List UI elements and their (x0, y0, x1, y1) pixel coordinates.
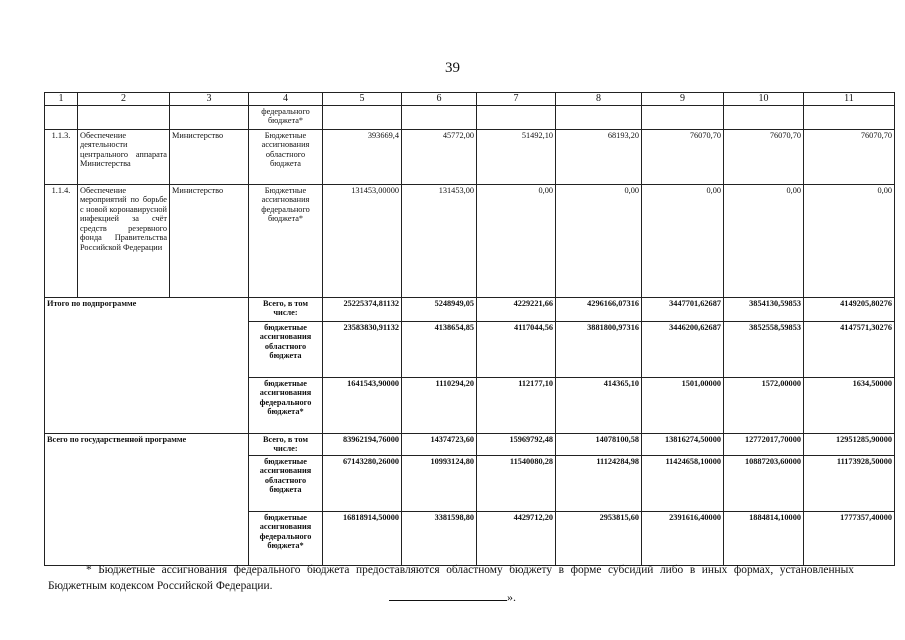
empty-cell (402, 105, 477, 129)
value-cell: 393669,4 (323, 129, 402, 184)
value-cell: 2953815,60 (556, 511, 642, 565)
value-cell: 12772017,70000 (724, 433, 804, 455)
column-header: 5 (323, 93, 402, 106)
value-cell: 1110294,20 (402, 377, 477, 433)
value-cell: 14078100,58 (556, 433, 642, 455)
row-executor: Министерство (170, 129, 249, 184)
subtotal-label: Итого по подпрограмме (45, 297, 249, 433)
value-cell: 3854130,59853 (724, 297, 804, 321)
value-cell: 1777357,40000 (804, 511, 895, 565)
value-cell: 3446200,62687 (642, 321, 724, 377)
column-header: 10 (724, 93, 804, 106)
continuation-row (45, 105, 895, 129)
row-index: 1.1.4. (45, 184, 78, 297)
value-cell: 10887203,60000 (724, 455, 804, 511)
signature-underline (389, 590, 507, 601)
column-header: 1 (45, 93, 78, 106)
budget-table (44, 92, 895, 566)
empty-cell (45, 105, 78, 129)
empty-cell (323, 105, 402, 129)
value-cell: 4147571,30276 (804, 321, 895, 377)
value-cell: 76070,70 (804, 129, 895, 184)
empty-cell (804, 105, 895, 129)
value-cell: 4429712,20 (477, 511, 556, 565)
value-cell: 13816274,50000 (642, 433, 724, 455)
subtotal-row (45, 297, 895, 321)
column-header: 11 (804, 93, 895, 106)
value-cell: 23583830,91132 (323, 321, 402, 377)
value-cell: 0,00 (556, 184, 642, 297)
value-cell: 0,00 (642, 184, 724, 297)
value-cell: 15969792,48 (477, 433, 556, 455)
value-cell: 3447701,62687 (642, 297, 724, 321)
value-cell: 12951285,90000 (804, 433, 895, 455)
value-cell: 0,00 (477, 184, 556, 297)
value-cell: 76070,70 (642, 129, 724, 184)
closing-quote: ». (507, 590, 516, 604)
value-cell: 68193,20 (556, 129, 642, 184)
row-name: Обеспечение мероприятий по борьбе с новой коронавирусной инфекцией за счёт средств резервного фонда Правительства Российской Федерации (78, 184, 170, 297)
funding-source-cell: бюджетные ассигнования федерального бюджета* (249, 377, 323, 433)
column-header: 6 (402, 93, 477, 106)
value-cell: 131453,00 (402, 184, 477, 297)
value-cell: 11540080,28 (477, 455, 556, 511)
value-cell: 4138654,85 (402, 321, 477, 377)
value-cell: 131453,00000 (323, 184, 402, 297)
value-cell: 51492,10 (477, 129, 556, 184)
total-row (45, 433, 895, 455)
value-cell: 10993124,80 (402, 455, 477, 511)
value-cell: 3381598,80 (402, 511, 477, 565)
funding-source-cell: федерального бюджета* (249, 105, 323, 129)
value-cell: 45772,00 (402, 129, 477, 184)
funding-source-cell: Бюджетные ассигнования федерального бюджета* (249, 184, 323, 297)
empty-cell (642, 105, 724, 129)
funding-source-cell: Всего, в том числе: (249, 297, 323, 321)
funding-source-cell: бюджетные ассигнования федерального бюджета* (249, 511, 323, 565)
column-header: 3 (170, 93, 249, 106)
column-header: 7 (477, 93, 556, 106)
value-cell: 4149205,80276 (804, 297, 895, 321)
value-cell: 3881800,97316 (556, 321, 642, 377)
empty-cell (724, 105, 804, 129)
value-cell: 16818914,50000 (323, 511, 402, 565)
value-cell: 1884814,10000 (724, 511, 804, 565)
value-cell: 0,00 (804, 184, 895, 297)
value-cell: 112177,10 (477, 377, 556, 433)
column-header: 8 (556, 93, 642, 106)
value-cell: 25225374,81132 (323, 297, 402, 321)
row-name: Обеспечение деятельности центрального аппарата Министерства (78, 129, 170, 184)
value-cell: 5248949,05 (402, 297, 477, 321)
total-label: Всего по государственной программе (45, 433, 249, 565)
empty-cell (556, 105, 642, 129)
funding-source-cell: бюджетные ассигнования областного бюджета (249, 321, 323, 377)
value-cell: 4229221,66 (477, 297, 556, 321)
funding-source-cell: Всего, в том числе: (249, 433, 323, 455)
column-header: 9 (642, 93, 724, 106)
value-cell: 2391616,40000 (642, 511, 724, 565)
funding-source-cell: Бюджетные ассигнования областного бюджета (249, 129, 323, 184)
closing-line (389, 590, 516, 605)
value-cell: 1641543,90000 (323, 377, 402, 433)
value-cell: 1572,00000 (724, 377, 804, 433)
table-row (45, 184, 895, 297)
empty-cell (170, 105, 249, 129)
table-row (45, 129, 895, 184)
column-header: 4 (249, 93, 323, 106)
value-cell: 76070,70 (724, 129, 804, 184)
value-cell: 4117044,56 (477, 321, 556, 377)
row-executor: Министерство (170, 184, 249, 297)
value-cell: 11424658,10000 (642, 455, 724, 511)
header-row (45, 93, 895, 106)
value-cell: 1501,00000 (642, 377, 724, 433)
value-cell: 14374723,60 (402, 433, 477, 455)
row-index: 1.1.3. (45, 129, 78, 184)
page-number: 39 (445, 60, 460, 76)
value-cell: 1634,50000 (804, 377, 895, 433)
footnote: * Бюджетные ассигнования федерального бюджета предоставляются областному бюджету в форме субсидий либо в иных формах, установленных Бюджетным кодексом Российской Федерации. (48, 564, 854, 592)
value-cell: 3852558,59853 (724, 321, 804, 377)
value-cell: 0,00 (724, 184, 804, 297)
value-cell: 83962194,76000 (323, 433, 402, 455)
value-cell: 11173928,50000 (804, 455, 895, 511)
empty-cell (477, 105, 556, 129)
value-cell: 414365,10 (556, 377, 642, 433)
funding-source-cell: бюджетные ассигнования областного бюджета (249, 455, 323, 511)
value-cell: 11124284,98 (556, 455, 642, 511)
column-header: 2 (78, 93, 170, 106)
value-cell: 67143280,26000 (323, 455, 402, 511)
value-cell: 4296166,07316 (556, 297, 642, 321)
empty-cell (78, 105, 170, 129)
